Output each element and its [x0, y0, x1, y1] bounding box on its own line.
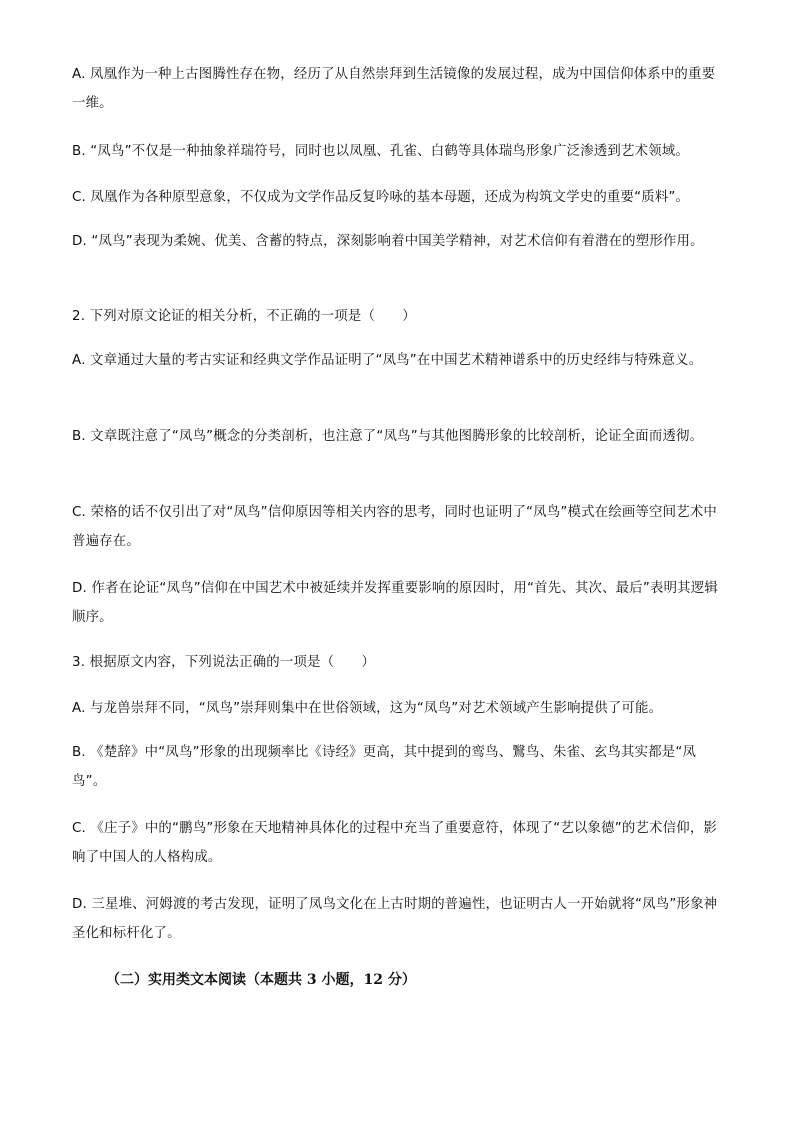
q3-option-b: B. 《楚辞》中“凤鸟”形象的出现频率比《诗经》更高，其中提到的鸾鸟、鷖鸟、朱雀、玄鸟其实都是“凤鸟”。: [72, 745, 697, 789]
q1-option-a: A. 凤凰作为一种上古图腾性存在物，经历了从自然崇拜到生活镜像的发展过程，成为中国信仰体系中的重要一维。: [72, 67, 716, 111]
q1-option-d: D. “凤鸟”表现为柔婉、优美、含蓄的特点，深刻影响着中国美学精神，对艺术信仰有着潜在的塑形作用。: [72, 234, 704, 249]
q1-option-b: B. “凤鸟”不仅是一种抽象祥瑞符号，同时也以凤凰、孔雀、白鹤等具体瑞鸟形象广泛渗透到艺术领域。: [72, 144, 689, 159]
q3-option-d: D. 三星堆、河姆渡的考古发现，证明了凤鸟文化在上古时期的普遍性，也证明古人一开始就将“凤鸟”形象神圣化和标杆化了。: [72, 897, 718, 941]
q1-option-c: C. 凤凰作为各种原型意象，不仅成为文学作品反复吟咏的基本母题，还成为构筑文学史的重要“质料”。: [72, 190, 690, 205]
section-heading: （二）实用类文本阅读（本题共 3 小题，12 分）: [106, 972, 416, 988]
q3-option-a: A. 与龙兽崇拜不同，“凤鸟”崇拜则集中在世俗领域，这为“凤鸟”对艺术领域产生影响提供了可能。: [72, 701, 663, 716]
q3-option-c: C. 《庄子》中的“鹏鸟”形象在天地精神具体化的过程中充当了重要意符，体现了“艺以象德”的艺术信仰，影响了中国人的人格构成。: [72, 821, 717, 865]
q2-option-a: A. 文章通过大量的考古实证和经典文学作品证明了“凤鸟”在中国艺术精神谱系中的历史经纬与特殊意义。: [72, 353, 703, 368]
q2-option-c: C. 荣格的话不仅引出了对“凤鸟”信仰原因等相关内容的思考，同时也证明了“凤鸟”模式在绘画等空间艺术中普遍存在。: [72, 505, 717, 549]
q2-stem: 2. 下列对原文论证的相关分析，不正确的一项是（ ）: [72, 309, 416, 324]
q2-option-b: B. 文章既注意了“凤鸟”概念的分类剖析，也注意了“凤鸟”与其他图腾形象的比较剖析，论证全面而透彻。: [72, 429, 704, 444]
q2-option-d: D. 作者在论证“凤鸟”信仰在中国艺术中被延续并发挥重要影响的原因时，用“首先、其次、最后”表明其逻辑顺序。: [72, 581, 718, 625]
q3-stem: 3. 根据原文内容，下列说法正确的一项是（ ）: [72, 655, 376, 670]
